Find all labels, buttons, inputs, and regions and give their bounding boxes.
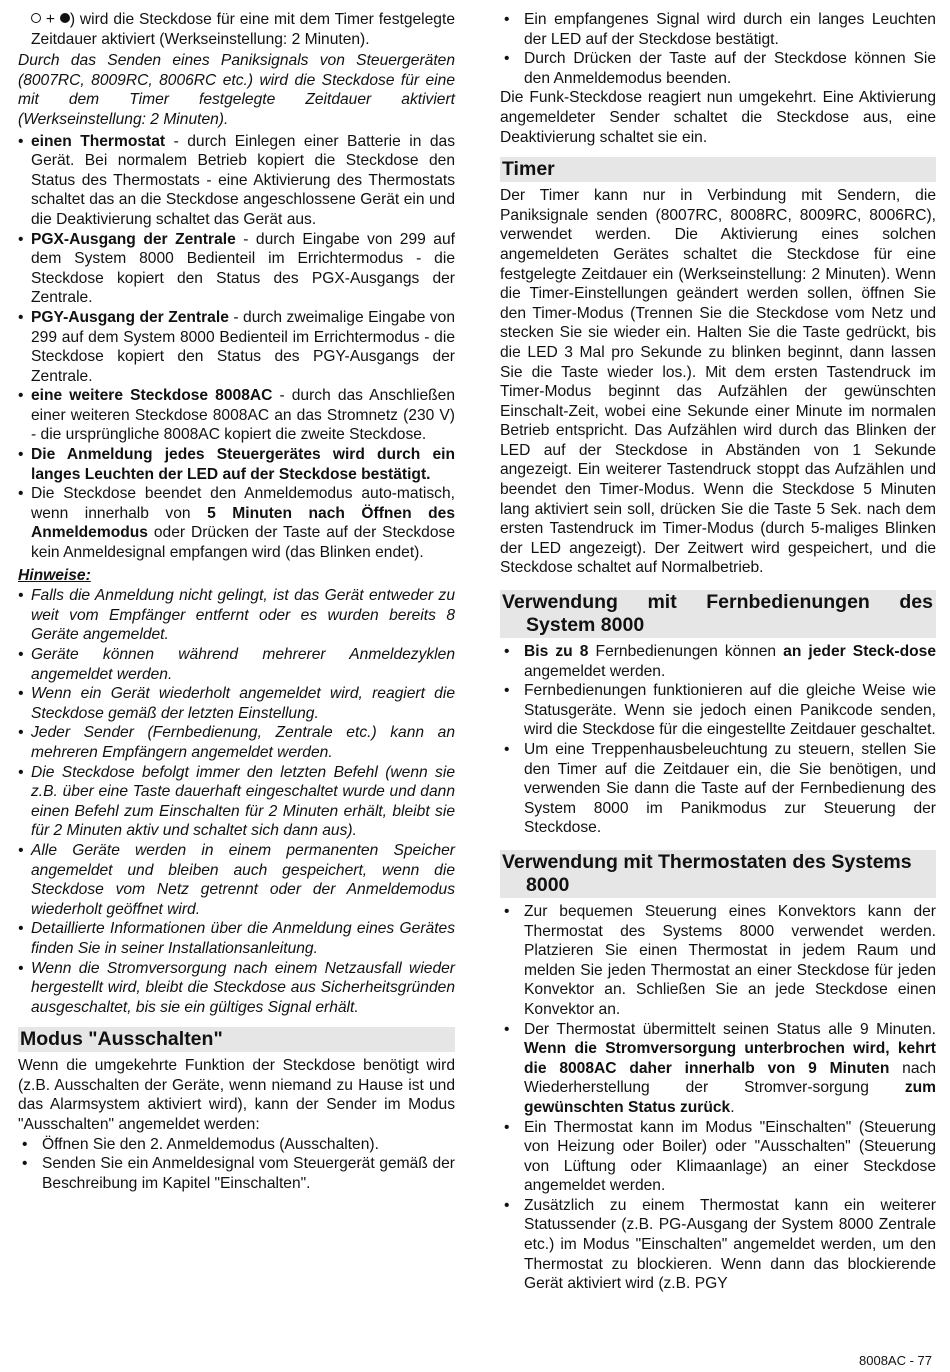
list-item: • Öffnen Sie den 2. Anmeldemodus (Ausschalten). bbox=[18, 1135, 455, 1155]
left-column bbox=[18, 10, 455, 1193]
section-heading-ausschalten: Modus "Ausschalten" bbox=[18, 1027, 455, 1052]
list-item: • einen Thermostat - durch Einlegen einer Batterie in das Gerät. Bei normalem Betrieb kopiert die Steckdose den Status des Thermostats - eine Aktivierung des Thermostats schaltet das an die Steckdose angeschlossene Gerät ein und die Deaktivierung schaltet das Gerät aus. bbox=[18, 132, 455, 230]
list-item: • Fernbedienungen funktionieren auf die gleiche Weise wie Statusgeräte. Wenn sie jedoch einen Panikcode senden, wird die Steckdose für die eingestellte Zeitdauer geschaltet. bbox=[500, 681, 936, 740]
list-item: • Die Steckdose beendet den Anmeldemodus auto-matisch, wenn innerhalb von 5 Minuten nach Öffnen des Anmeldemodus oder Drücken der Taste auf der Steckdose kein Anmeldesignal empfangen wird (das Blinken endet). bbox=[18, 484, 455, 562]
timer-symbol-bullet: + ) wird die Steckdose für eine mit dem Timer festgelegte Zeitdauer aktiviert (Werkseinstellung: 2 Minuten). bbox=[31, 11, 455, 48]
section-heading-thermostaten: Verwendung mit Thermostaten des Systems 8000 bbox=[500, 850, 936, 898]
list-item: • Ein empfangenes Signal wird durch ein langes Leuchten der LED auf der Steckdose bestätigt. bbox=[500, 10, 936, 49]
list-item: • PGX-Ausgang der Zentrale - durch Eingabe von 299 auf dem System 8000 Bedienteil im Errichtermodus - die Steckdose kopiert den Status des PGX-Ausgangs der Zentrale. bbox=[18, 230, 455, 308]
hinweise-heading: Hinweise: bbox=[18, 566, 91, 584]
note-item: • Detaillierte Informationen über die Anmeldung eines Gerätes finden Sie in seiner Installationsanleitung. bbox=[18, 919, 455, 958]
note-item: • Die Steckdose befolgt immer den letzten Befehl (wenn sie z.B. über eine Taste dauerhaft eingeschaltet wurde und dann einen Befehl zum Einschalten für 2 Minuten erhält, bleibt sie für 2 Minuten aktiv und schaltet sich dann aus). bbox=[18, 763, 455, 841]
list-item: • Die Anmeldung jedes Steuergerätes wird durch ein langes Leuchten der LED auf der Steckdose bestätigt. bbox=[18, 445, 455, 484]
list-item: • Um eine Treppenhausbeleuchtung zu steuern, stellen Sie den Timer auf die Zeitdauer ein, die Sie benötigen, und verwenden Sie dann die Taste auf der Fernbedienung des System 8000 im Panikmodus zur Steuerung der Steckdose. bbox=[500, 740, 936, 838]
filled-circle-icon bbox=[60, 13, 70, 23]
open-circle-icon bbox=[31, 13, 41, 23]
list-item: • Zusätzlich zu einem Thermostat kann ein weiterer Statussender (z.B. PG-Ausgang der System 8000 Zentrale etc.) im Modus "Einschalten" angemeldet werden, um den Thermostat zu blockieren. Wenn dann das blockierende Gerät aktiviert wird (z.B. PGY bbox=[500, 1196, 936, 1294]
note-item: • Geräte können während mehrerer Anmeldezyklen angemeldet werden. bbox=[18, 645, 455, 684]
timer-paragraph: Der Timer kann nur in Verbindung mit Sendern, die Paniksignale senden (8007RC, 8008RC, 8009RC, 8006RC), verwendet werden. Die Aktivierung eines solchen angemeldeten Gerätes schaltet die Steckdose für eine festgelegte Zeitdauer ein (Werkseinstellung: 2 Minuten). Wenn die Timer-Einstellungen geändert werden sollen, öffnen Sie den Timer-Modus (Trennen Sie die Steckdose vom Netz und stecken Sie sie wieder ein. Halten Sie die Taste gedrückt, bis die LED 3 Mal pro Sekunde zu blinken beginnt, dann lassen Sie die Taste wieder los.). Mit dem ersten Tastendruck im Timer-Modus beginnt das Aufzählen der gewünschten Einschalt-Zeit, wobei eine Sekunde einer Minute im normalen Betrieb entspricht. Das Aufzählen wird durch das Blinken der LED auf der Steckdose in Abständen von 1 Sekunde angezeigt. Ein weiterer Tastendruck stoppt das Aufzählen und beendet den Timer-Modus. Wenn die Steckdose 5 Minuten lang aktiviert sein soll, drücken Sie die Taste 5 Sek. nach dem ersten Tastendruck im Timer-Modus (durch 5-maliges Blinken der LED angezeigt). Der Zeitwert wird gespeichert, und die Steckdose schaltet auf Normalbetrieb. bbox=[500, 187, 936, 577]
list-item: • Senden Sie ein Anmeldesignal vom Steuergerät gemäß der Beschreibung im Kapitel "Einschalten". bbox=[18, 1154, 455, 1193]
note-item: • Wenn die Stromversorgung nach einem Netzausfall wieder hergestellt wird, bleibt die Steckdose aus Sicherheitsgründen ausgeschaltet, bis sie ein gültiges Signal erhält. bbox=[18, 959, 455, 1018]
list-item: • Bis zu 8 Fernbedienungen können an jeder Steck-dose angemeldet werden. bbox=[500, 642, 936, 681]
list-item: • Durch Drücken der Taste auf der Steckdose können Sie den Anmeldemodus beenden. bbox=[500, 49, 936, 88]
panic-paragraph: Durch das Senden eines Paniksignals von Steuergeräten (8007RC, 8009RC, 8006RC etc.) wird die Steckdose für eine mit dem Timer festgelegte Zeitdauer aktiviert (Werkseinstellung: 2 Minuten). bbox=[18, 52, 455, 128]
right-column bbox=[500, 10, 936, 1294]
reverse-paragraph: Die Funk-Steckdose reagiert nun umgekehrt. Eine Aktivierung angemeldeter Sender schaltet die Steckdose aus, eine Deaktivierung schaltet sie ein. bbox=[500, 89, 936, 146]
list-item: • Zur bequemen Steuerung eines Konvektors kann der Thermostat des Systems 8000 verwendet werden. Platzieren Sie einen Thermostat in jedem Raum und melden Sie jeden Thermostat an einer Steckdose für jeden Konvektor an. Schließen Sie an jede Steckdose einen Konvektor an. bbox=[500, 902, 936, 1020]
list-item: • eine weitere Steckdose 8008AC - durch das Anschließen einer weiteren Steckdose 8008AC an das Stromnetz (230 V) - die ursprüngliche 8008AC kopiert die zweite Steckdose. bbox=[18, 386, 455, 445]
section-heading-timer: Timer bbox=[500, 157, 936, 182]
list-item: • PGY-Ausgang der Zentrale - durch zweimalige Eingabe von 299 auf dem System 8000 Bedienteil im Errichtermodus - die Steckdose kopiert den Status des PGY-Ausgangs der Zentrale. bbox=[18, 308, 455, 386]
modus-paragraph: Wenn die umgekehrte Funktion der Steckdose benötigt wird (z.B. Ausschalten der Geräte, wenn niemand zu Hause ist und das Alarmsystem aktiviert wird), kann der Sender im Modus "Ausschalten" angemeldet werden: bbox=[18, 1057, 455, 1134]
list-item: • Der Thermostat übermittelt seinen Status alle 9 Minuten. Wenn die Stromversorgung unterbrochen wird, kehrt die 8008AC daher innerhalb von 9 Minuten nach Wiederherstellung der Stromver-sorgung zum gewünschten Status zurück. bbox=[500, 1020, 936, 1118]
note-item: • Alle Geräte werden in einem permanenten Speicher angemeldet und bleiben auch gespeichert, wenn die Steckdose vom Netz getrennt oder der Anmeldemodus wiederholt geöffnet wird. bbox=[18, 841, 455, 919]
note-item: • Wenn ein Gerät wiederholt angemeldet wird, reagiert die Steckdose gemäß der letzten Einstellung. bbox=[18, 684, 455, 723]
page-footer: 8008AC - 77 bbox=[859, 1353, 932, 1368]
section-heading-fernbedienungen: Verwendung mit Fernbedienungen des System 8000 bbox=[500, 590, 936, 638]
list-item: • Ein Thermostat kann im Modus "Einschalten" (Steuerung von Heizung oder Boiler) oder "Ausschalten" (Steuerung von Lüftung oder Klimaanlage) an einer Steckdose angemeldet werden. bbox=[500, 1118, 936, 1196]
note-item: • Jeder Sender (Fernbedienung, Zentrale etc.) kann an mehreren Empfängern angemeldet werden. bbox=[18, 723, 455, 762]
note-item: • Falls die Anmeldung nicht gelingt, ist das Gerät entweder zu weit vom Empfänger entfernt oder es wurden bereits 8 Geräte angemeldet. bbox=[18, 586, 455, 645]
